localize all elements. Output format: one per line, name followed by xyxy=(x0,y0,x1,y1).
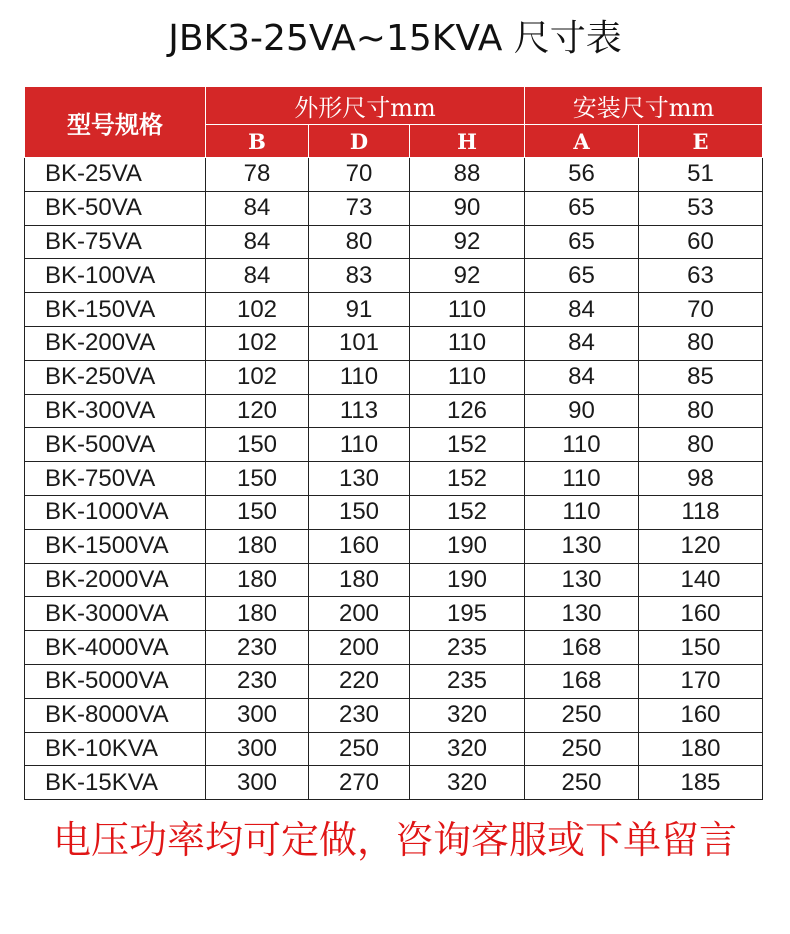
b-cell: 180 xyxy=(206,529,309,563)
h-cell: 90 xyxy=(410,191,525,225)
a-cell: 110 xyxy=(525,462,639,496)
b-cell: 102 xyxy=(206,360,309,394)
e-cell: 120 xyxy=(639,529,763,563)
model-cell: BK-150VA xyxy=(25,293,206,327)
table-row xyxy=(25,597,763,631)
b-cell: 84 xyxy=(206,191,309,225)
e-cell: 180 xyxy=(639,732,763,766)
table-row xyxy=(25,225,763,259)
d-cell: 230 xyxy=(309,698,410,732)
model-spec-header: 型号规格 xyxy=(25,87,206,158)
d-cell: 101 xyxy=(309,326,410,360)
h-cell: 152 xyxy=(410,495,525,529)
d-cell: 73 xyxy=(309,191,410,225)
b-cell: 300 xyxy=(206,698,309,732)
e-cell: 51 xyxy=(639,158,763,192)
e-cell: 85 xyxy=(639,360,763,394)
d-cell: 150 xyxy=(309,495,410,529)
b-cell: 120 xyxy=(206,394,309,428)
page-title: JBK3-25VA~15KVA 尺寸表 xyxy=(168,18,622,59)
model-cell: BK-1000VA xyxy=(25,495,206,529)
b-cell: 78 xyxy=(206,158,309,192)
h-cell: 320 xyxy=(410,732,525,766)
a-cell: 110 xyxy=(525,428,639,462)
d-cell: 180 xyxy=(309,563,410,597)
e-cell: 118 xyxy=(639,495,763,529)
table-row xyxy=(25,293,763,327)
a-cell: 84 xyxy=(525,293,639,327)
a-cell: 130 xyxy=(525,563,639,597)
d-cell: 270 xyxy=(309,766,410,800)
model-cell: BK-250VA xyxy=(25,360,206,394)
e-cell: 80 xyxy=(639,428,763,462)
b-cell: 180 xyxy=(206,597,309,631)
d-cell: 200 xyxy=(309,631,410,665)
table-row xyxy=(25,732,763,766)
b-cell: 102 xyxy=(206,293,309,327)
table-row xyxy=(25,631,763,665)
table-row xyxy=(25,158,763,192)
b-cell: 230 xyxy=(206,664,309,698)
d-cell: 80 xyxy=(309,225,410,259)
e-cell: 150 xyxy=(639,631,763,665)
outer-dimensions-header: 外形尺寸mm xyxy=(206,87,525,125)
d-cell: 70 xyxy=(309,158,410,192)
a-cell: 168 xyxy=(525,664,639,698)
h-cell: 195 xyxy=(410,597,525,631)
d-cell: 220 xyxy=(309,664,410,698)
dimension-table xyxy=(24,86,763,800)
e-cell: 60 xyxy=(639,225,763,259)
d-cell: 130 xyxy=(309,462,410,496)
h-cell: 190 xyxy=(410,563,525,597)
e-cell: 63 xyxy=(639,259,763,293)
h-cell: 235 xyxy=(410,664,525,698)
d-cell: 160 xyxy=(309,529,410,563)
b-cell: 150 xyxy=(206,428,309,462)
model-cell: BK-3000VA xyxy=(25,597,206,631)
install-dimensions-header: 安装尺寸mm xyxy=(525,87,763,125)
e-cell: 170 xyxy=(639,664,763,698)
model-cell: BK-50VA xyxy=(25,191,206,225)
model-cell: BK-500VA xyxy=(25,428,206,462)
e-cell: 160 xyxy=(639,698,763,732)
table-row xyxy=(25,428,763,462)
b-cell: 102 xyxy=(206,326,309,360)
a-cell: 110 xyxy=(525,495,639,529)
d-cell: 200 xyxy=(309,597,410,631)
table-row xyxy=(25,529,763,563)
d-cell: 113 xyxy=(309,394,410,428)
table-row xyxy=(25,259,763,293)
header-d: D xyxy=(309,125,410,158)
model-cell: BK-4000VA xyxy=(25,631,206,665)
table-row xyxy=(25,462,763,496)
e-cell: 80 xyxy=(639,394,763,428)
table-row xyxy=(25,664,763,698)
h-cell: 320 xyxy=(410,698,525,732)
a-cell: 65 xyxy=(525,225,639,259)
model-cell: BK-25VA xyxy=(25,158,206,192)
model-cell: BK-8000VA xyxy=(25,698,206,732)
e-cell: 70 xyxy=(639,293,763,327)
b-cell: 180 xyxy=(206,563,309,597)
e-cell: 98 xyxy=(639,462,763,496)
h-cell: 92 xyxy=(410,259,525,293)
b-cell: 150 xyxy=(206,495,309,529)
e-cell: 53 xyxy=(639,191,763,225)
d-cell: 83 xyxy=(309,259,410,293)
a-cell: 250 xyxy=(525,766,639,800)
table-row xyxy=(25,495,763,529)
header-e: E xyxy=(639,125,763,158)
a-cell: 65 xyxy=(525,191,639,225)
table-row xyxy=(25,394,763,428)
model-cell: BK-2000VA xyxy=(25,563,206,597)
a-cell: 84 xyxy=(525,360,639,394)
table-row xyxy=(25,563,763,597)
model-cell: BK-10KVA xyxy=(25,732,206,766)
table-body xyxy=(25,158,763,800)
header-h: H xyxy=(410,125,525,158)
h-cell: 110 xyxy=(410,326,525,360)
h-cell: 152 xyxy=(410,428,525,462)
h-cell: 110 xyxy=(410,293,525,327)
header-b: B xyxy=(206,125,309,158)
custom-order-note: 电压功率均可定做，咨询客服或下单留言 xyxy=(52,818,737,862)
d-cell: 110 xyxy=(309,428,410,462)
e-cell: 185 xyxy=(639,766,763,800)
h-cell: 235 xyxy=(410,631,525,665)
model-cell: BK-300VA xyxy=(25,394,206,428)
a-cell: 130 xyxy=(525,529,639,563)
a-cell: 84 xyxy=(525,326,639,360)
b-cell: 300 xyxy=(206,732,309,766)
h-cell: 92 xyxy=(410,225,525,259)
model-cell: BK-100VA xyxy=(25,259,206,293)
h-cell: 126 xyxy=(410,394,525,428)
header-a: A xyxy=(525,125,639,158)
a-cell: 130 xyxy=(525,597,639,631)
table-row xyxy=(25,698,763,732)
h-cell: 320 xyxy=(410,766,525,800)
model-cell: BK-15KVA xyxy=(25,766,206,800)
h-cell: 152 xyxy=(410,462,525,496)
table-row xyxy=(25,766,763,800)
table-row xyxy=(25,360,763,394)
h-cell: 88 xyxy=(410,158,525,192)
table-row xyxy=(25,191,763,225)
h-cell: 110 xyxy=(410,360,525,394)
a-cell: 90 xyxy=(525,394,639,428)
h-cell: 190 xyxy=(410,529,525,563)
d-cell: 250 xyxy=(309,732,410,766)
table-row xyxy=(25,326,763,360)
model-cell: BK-1500VA xyxy=(25,529,206,563)
d-cell: 91 xyxy=(309,293,410,327)
a-cell: 250 xyxy=(525,698,639,732)
b-cell: 150 xyxy=(206,462,309,496)
e-cell: 160 xyxy=(639,597,763,631)
b-cell: 84 xyxy=(206,259,309,293)
a-cell: 56 xyxy=(525,158,639,192)
a-cell: 65 xyxy=(525,259,639,293)
e-cell: 140 xyxy=(639,563,763,597)
model-cell: BK-75VA xyxy=(25,225,206,259)
b-cell: 300 xyxy=(206,766,309,800)
model-cell: BK-200VA xyxy=(25,326,206,360)
dimension-table-container xyxy=(24,86,762,800)
d-cell: 110 xyxy=(309,360,410,394)
b-cell: 230 xyxy=(206,631,309,665)
e-cell: 80 xyxy=(639,326,763,360)
a-cell: 168 xyxy=(525,631,639,665)
model-cell: BK-5000VA xyxy=(25,664,206,698)
b-cell: 84 xyxy=(206,225,309,259)
a-cell: 250 xyxy=(525,732,639,766)
model-cell: BK-750VA xyxy=(25,462,206,496)
